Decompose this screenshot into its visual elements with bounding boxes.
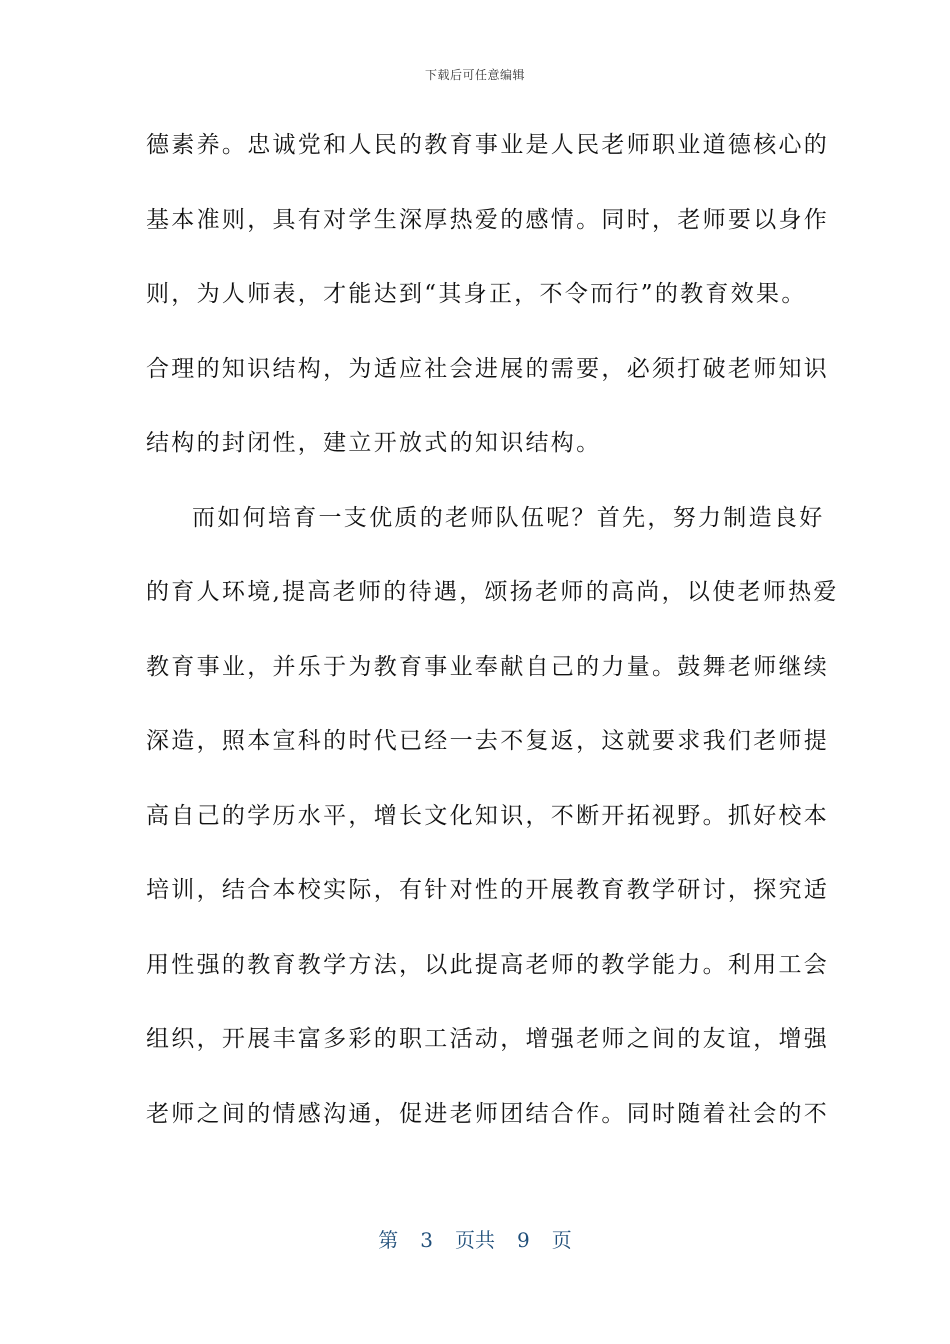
footer-total-pages: 9 [517, 1228, 530, 1252]
text-line: 结构的封闭性，建立开放式的知识结构。 [146, 430, 602, 456]
text-line: 基本准则，具有对学生深厚热爱的感情。同时，老师要以身作 [146, 206, 830, 233]
text-line: 德素养。忠诚党和人民的教育事业是人民老师职业道德核心的 [146, 132, 830, 158]
footer-middle: 页共 [455, 1228, 495, 1252]
text-line: 培训，结合本校实际，有针对性的开展教育教学研讨，探究适 [146, 877, 830, 903]
page-footer [0, 1224, 950, 1253]
document-body [146, 120, 839, 1163]
text-line: 高自己的学历水平，增长文化知识，不断开拓视野。抓好校本 [146, 802, 830, 829]
text-line: 深造，照本宣科的时代已经一去不复返，这就要求我们老师提 [146, 728, 830, 754]
text-line: 用性强的教育教学方法，以此提高老师的教学能力。利用工会 [146, 951, 830, 978]
text-line: 的育人环境,提高老师的待遇，颂扬老师的高尚，以使老师热爱 [146, 579, 839, 605]
footer-suffix: 页 [551, 1228, 572, 1252]
page-header: 下载后可任意编辑 [424, 68, 525, 82]
footer-prefix: 第 [378, 1228, 399, 1252]
text-line: 合理的知识结构，为适应社会进展的需要，必须打破老师知识 [146, 355, 830, 382]
footer-current-page: 3 [420, 1228, 433, 1252]
text-line: 老师之间的情感沟通，促进老师团结合作。同时随着社会的不 [146, 1100, 830, 1127]
text-line: 教育事业，并乐于为教育事业奉献自己的力量。鼓舞老师继续 [146, 653, 830, 680]
text-line: 则，为人师表，才能达到“其身正，不令而行”的教育效果。 [146, 281, 807, 307]
paragraph-start-line: 而如何培育一支优质的老师队伍呢？首先，努力制造良好 [192, 504, 825, 531]
text-line: 组织，开展丰富多彩的职工活动，增强老师之间的友谊，增强 [146, 1026, 830, 1052]
